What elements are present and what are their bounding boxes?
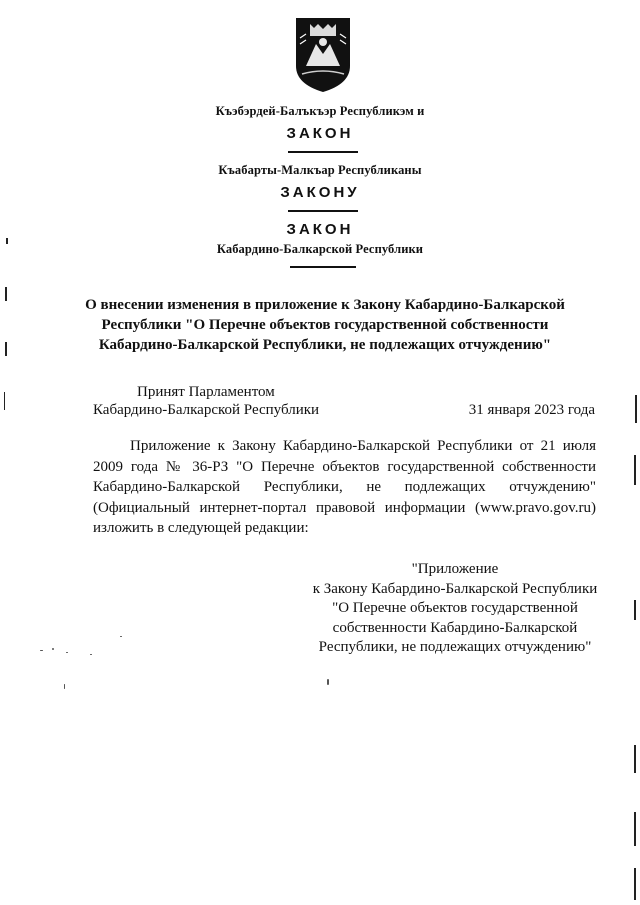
scan-speck — [327, 679, 329, 685]
scan-mark — [6, 238, 8, 244]
law-title-line: Республики "О Перечне объектов государственной собственности — [101, 317, 549, 333]
appendix-line: Республики, не подлежащих отчуждению" — [318, 639, 592, 655]
scan-mark — [5, 287, 7, 301]
divider — [290, 266, 356, 268]
adopted-by-label: Принят Парламентом — [137, 384, 275, 400]
body-paragraph — [93, 436, 596, 539]
kabardian-law-heading: ЗАКОН — [286, 125, 354, 142]
appendix-line: к Закону Кабардино-Балкарской Республики — [312, 580, 598, 597]
scan-mark — [4, 392, 5, 410]
scan-speck — [40, 650, 43, 651]
russian-law-heading: ЗАКОН — [286, 221, 354, 238]
scan-mark — [5, 342, 7, 356]
appendix-line: "Приложение — [411, 561, 499, 577]
appendix-heading — [300, 560, 610, 658]
scan-speck — [90, 654, 92, 655]
scan-speck — [66, 652, 68, 653]
balkar-law-heading: ЗАКОНУ — [280, 184, 360, 201]
scan-mark — [635, 395, 637, 423]
kabardian-republic-name: Къэбэрдей-Балъкъэр Республикэм и — [215, 104, 425, 118]
scan-speck — [64, 684, 65, 689]
law-title-line: Кабардино-Балкарской Республики, не подлежащих отчуждению" — [98, 337, 552, 353]
appendix-line: собственности Кабардино-Балкарской — [332, 619, 578, 636]
scan-mark — [634, 745, 636, 773]
balkar-republic-name: Къабарты-Малкъар Республиканы — [218, 163, 422, 177]
scan-mark — [634, 455, 636, 485]
divider — [288, 151, 358, 153]
divider — [288, 210, 358, 212]
scan-mark — [634, 812, 636, 846]
scan-mark — [634, 868, 636, 900]
law-title — [80, 295, 570, 355]
scan-speck — [120, 636, 122, 637]
law-title-line: О внесении изменения в приложение к Закону Кабардино-Балкарской — [85, 297, 565, 313]
adopted-by-parliament: Кабардино-Балкарской Республики — [93, 402, 320, 418]
scan-speck — [52, 648, 54, 650]
russian-republic-name: Кабардино-Балкарской Республики — [216, 242, 424, 256]
scan-mark — [634, 600, 636, 620]
body-paragraph-text: Приложение к Закону Кабардино-Балкарской Республики от 21 июля 2009 года № 36-РЗ "О Перечне объектов государственной собственности Кабардино-Балкарской Республики, не подлежащих отчуждению" (Официальный интернет-портал правовой информации (www.pravo.gov.ru) изложить в следующей редакции: — [93, 438, 596, 536]
appendix-line: "О Перечне объектов государственной — [332, 600, 578, 616]
adoption-date: 31 января 2023 года — [468, 402, 595, 418]
coat-of-arms-icon — [292, 14, 354, 94]
